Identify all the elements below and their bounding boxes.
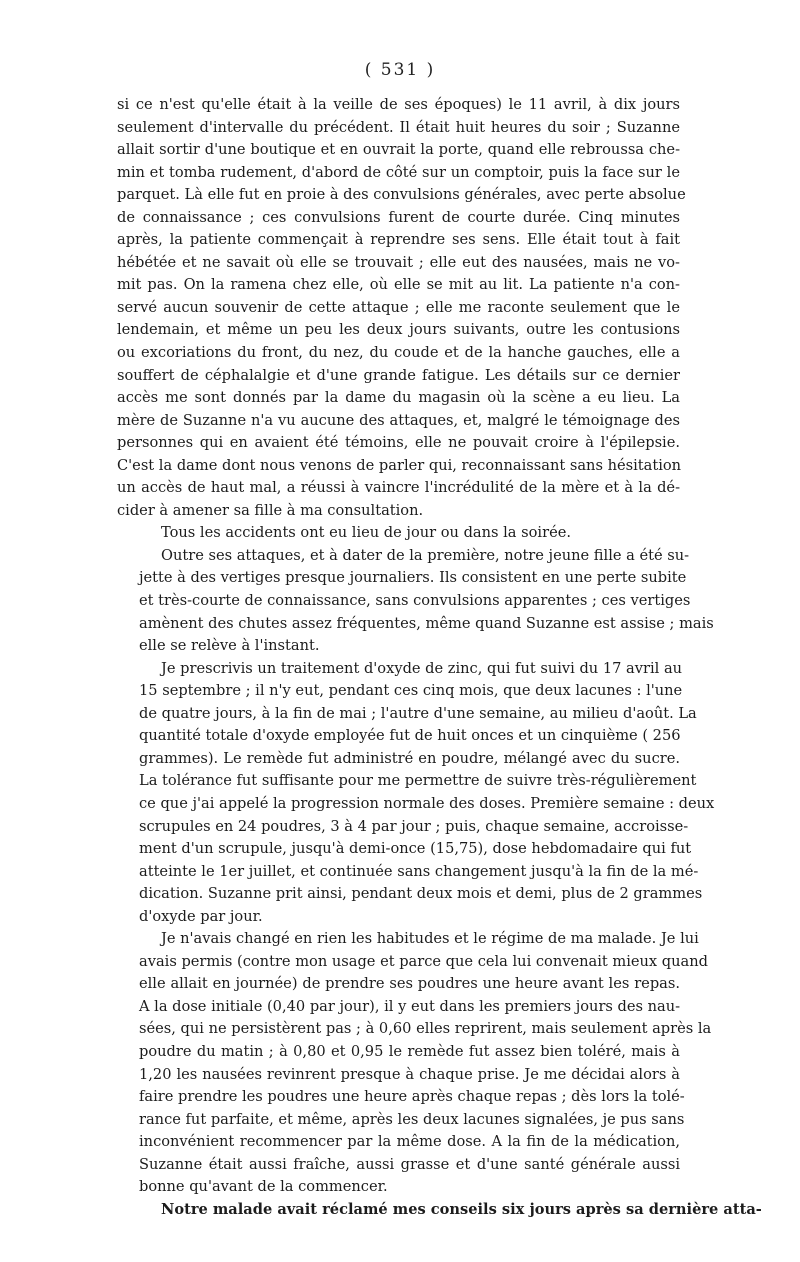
- body-text: [117, 94, 762, 1221]
- text-line: ou excoriations du front, du nez, du coude et de la hanche gauches, elle a: [117, 344, 680, 362]
- text-line: seulement d'intervalle du précédent. Il était huit heures du soir ; Suzanne: [117, 118, 680, 136]
- text-line: cider à amener sa fille à ma consultation.: [117, 501, 424, 519]
- text-line: de quatre jours, à la fin de mai ; l'autre d'une semaine, au milieu d'août. La: [139, 704, 697, 722]
- text-line: elle allait en journée) de prendre ses poudres une heure avant les repas.: [139, 975, 680, 993]
- paragraph: [117, 1199, 762, 1222]
- text-line: Tous les accidents ont eu lieu de jour ou dans la soirée.: [161, 524, 571, 542]
- text-line: scrupules en 24 poudres, 3 à 4 par jour ; puis, chaque semaine, accroisse-: [139, 817, 689, 835]
- text-line: souffert de céphalalgie et d'une grande fatigue. Les détails sur ce dernier: [117, 366, 680, 384]
- text-line: poudre du matin ; à 0,80 et 0,95 le remède fut assez bien toléré, mais à: [139, 1042, 680, 1060]
- text-line: elle se relève à l'instant.: [139, 637, 320, 655]
- text-line: accès me sont donnés par la dame du magasin où la scène a eu lieu. La: [117, 389, 680, 407]
- text-line: A la dose initiale (0,40 par jour), il y eut dans les premiers jours des nau-: [139, 997, 681, 1015]
- text-line: Suzanne était aussi fraîche, aussi grasse et d'une santé générale aussi: [139, 1155, 680, 1173]
- text-line: lendemain, et même un peu les deux jours suivants, outre les contusions: [117, 321, 680, 339]
- text-line: inconvénient recommencer par la même dose. A la fin de la médication,: [139, 1133, 680, 1151]
- text-line: servé aucun souvenir de cette attaque ; elle me raconte seulement que le: [117, 298, 680, 316]
- paragraph: [117, 658, 715, 929]
- text-line: atteinte le 1er juillet, et continuée sans changement jusqu'à la fin de la mé-: [139, 862, 699, 880]
- text-line: amènent des chutes assez fréquentes, même quand Suzanne est assise ; mais: [139, 614, 714, 632]
- paragraph: [117, 522, 680, 545]
- text-line: min et tomba rudement, d'abord de côté sur un comptoir, puis la face sur le: [117, 163, 680, 181]
- text-line: 15 septembre ; il n'y eut, pendant ces cinq mois, que deux lacunes : l'une: [139, 682, 683, 700]
- text-line: avais permis (contre mon usage et parce que cela lui convenait mieux quand: [139, 952, 708, 970]
- text-line: Notre malade avait réclamé mes conseils six jours après sa dernière atta-: [161, 1200, 762, 1218]
- text-line: parquet. Là elle fut en proie à des convulsions générales, avec perte absolue: [117, 186, 686, 204]
- text-line: si ce n'est qu'elle était à la veille de ses époques) le 11 avril, à dix jours: [117, 96, 680, 113]
- text-line: faire prendre les poudres une heure après chaque repas ; dès lors la tolé-: [139, 1088, 685, 1106]
- text-line: ce que j'ai appelé la progression normale des doses. Première semaine : deux: [139, 794, 715, 812]
- text-line: ment d'un scrupule, jusqu'à demi-once (15,75), dose hebdomadaire qui fut: [139, 840, 692, 858]
- text-line: personnes qui en avaient été témoins, elle ne pouvait croire à l'épilepsie.: [117, 434, 680, 452]
- text-line: grammes). Le remède fut administré en poudre, mélangé avec du sucre.: [139, 749, 680, 767]
- paragraph: [117, 928, 712, 1199]
- page-number: ( 531 ): [364, 60, 436, 80]
- text-line: dication. Suzanne prit ainsi, pendant deux mois et demi, plus de 2 grammes: [139, 885, 703, 903]
- text-line: C'est la dame dont nous venons de parler qui, reconnaissant sans hésitation: [117, 456, 682, 474]
- text-line: La tolérance fut suffisante pour me permettre de suivre très-régulièrement: [139, 772, 697, 790]
- text-line: rance fut parfaite, et même, après les deux lacunes signalées, je pus sans: [139, 1110, 685, 1128]
- paragraph: [117, 545, 714, 658]
- text-line: après, la patiente commençait à reprendre ses sens. Elle était tout à fait: [117, 231, 680, 249]
- text-line: jette à des vertiges presque journaliers. Ils consistent en une perte subite: [139, 569, 687, 587]
- text-line: allait sortir d'une boutique et en ouvrait la porte, quand elle rebroussa che-: [117, 141, 680, 159]
- text-line: quantité totale d'oxyde employée fut de huit onces et un cinquième ( 256: [139, 727, 681, 745]
- text-line: un accès de haut mal, a réussi à vaincre l'incrédulité de la mère et à la dé-: [117, 479, 680, 497]
- paragraph: [117, 94, 686, 522]
- text-line: mère de Suzanne n'a vu aucune des attaques, et, malgré le témoignage des: [117, 411, 680, 429]
- text-line: Je n'avais changé en rien les habitudes et le régime de ma malade. Je lui: [161, 930, 699, 948]
- text-line: et très-courte de connaissance, sans convulsions apparentes ; ces vertiges: [139, 592, 691, 610]
- text-line: bonne qu'avant de la commencer.: [139, 1178, 388, 1196]
- text-line: d'oxyde par jour.: [139, 907, 263, 925]
- text-line: mit pas. On la ramena chez elle, où elle se mit au lit. La patiente n'a con-: [117, 276, 680, 294]
- text-line: 1,20 les nausées revinrent presque à chaque prise. Je me décidai alors à: [139, 1065, 680, 1083]
- text-line: hébétée et ne savait où elle se trouvait ; elle eut des nausées, mais ne vo-: [117, 253, 680, 271]
- text-line: Je prescrivis un traitement d'oxyde de zinc, qui fut suivi du 17 avril au: [161, 659, 683, 677]
- text-line: sées, qui ne persistèrent pas ; à 0,60 elles reprirent, mais seulement après la: [139, 1020, 712, 1038]
- text-line: de connaissance ; ces convulsions furent de courte durée. Cinq minutes: [117, 208, 680, 226]
- text-line: Outre ses attaques, et à dater de la première, notre jeune fille a été su-: [161, 546, 690, 564]
